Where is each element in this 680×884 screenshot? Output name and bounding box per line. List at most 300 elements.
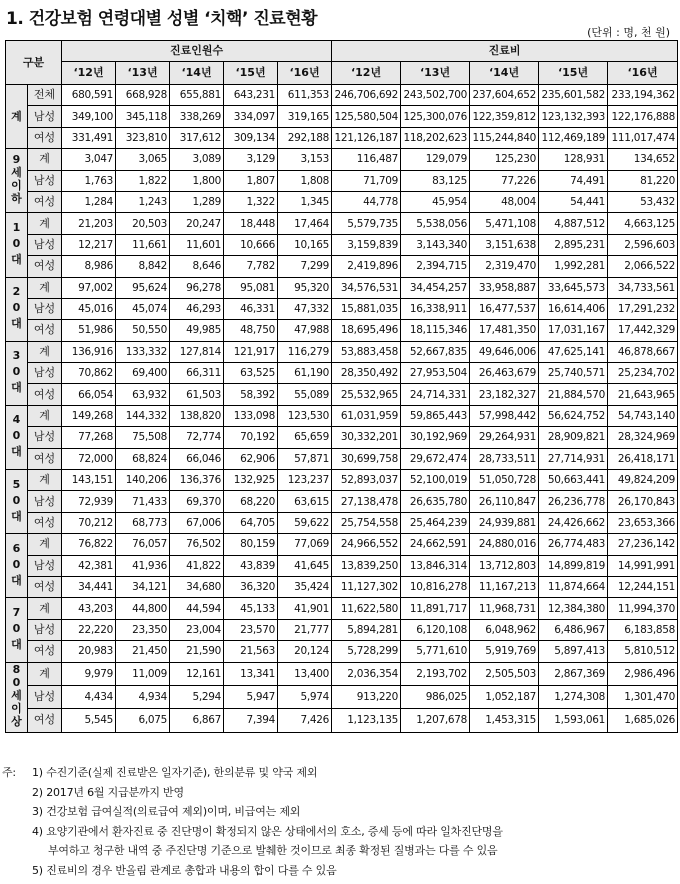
patients-cell: 138,820: [170, 405, 224, 426]
table-row: [6, 619, 678, 640]
sex-label: 남성: [28, 298, 62, 319]
patients-cell: 8,842: [116, 256, 170, 277]
sex-label: 전체: [28, 85, 62, 106]
cost-cell: 11,994,370: [608, 598, 678, 619]
patients-cell: 7,299: [278, 256, 332, 277]
cost-cell: 6,048,962: [470, 619, 539, 640]
patients-cell: 45,016: [62, 298, 116, 319]
sex-label: 남성: [28, 363, 62, 384]
table-row: [6, 234, 678, 255]
age-group-label-text: 50대: [11, 477, 22, 523]
patients-cell: 11,601: [170, 234, 224, 255]
patients-cell: 17,464: [278, 213, 332, 234]
sex-label: 여성: [28, 709, 62, 732]
patients-cell: 292,188: [278, 127, 332, 148]
patients-cell: 323,810: [116, 127, 170, 148]
cost-cell: 1,052,187: [470, 685, 539, 708]
patients-cell: 45,133: [224, 598, 278, 619]
patients-cell: 1,345: [278, 191, 332, 212]
patients-cell: 41,822: [170, 555, 224, 576]
table-row: [6, 106, 678, 127]
patients-cell: 61,190: [278, 363, 332, 384]
patients-cell: 643,231: [224, 85, 278, 106]
cost-cell: 25,532,965: [332, 384, 401, 405]
sex-label: 남성: [28, 170, 62, 191]
patients-cell: 76,057: [116, 534, 170, 555]
table-row: [6, 298, 678, 319]
patients-cell: 76,502: [170, 534, 224, 555]
patients-cell: 95,081: [224, 277, 278, 298]
cost-cell: 5,771,610: [401, 641, 470, 662]
patients-cell: 21,563: [224, 641, 278, 662]
footnote-continuation: 부여하고 청구한 내역 중 주진단명 기준으로 발췌한 것이므로 최종 확정된 질병과는 다를 수 있음: [48, 844, 498, 857]
patients-cell: 75,508: [116, 427, 170, 448]
age-group-label: [6, 213, 28, 277]
cost-cell: 1,992,281: [539, 256, 608, 277]
patients-cell: 21,590: [170, 641, 224, 662]
year-header: ‘15년: [539, 62, 608, 85]
patients-cell: 55,089: [278, 384, 332, 405]
patients-cell: 349,100: [62, 106, 116, 127]
patients-cell: 23,570: [224, 619, 278, 640]
cost-cell: 24,662,591: [401, 534, 470, 555]
table-row: [6, 341, 678, 362]
patients-cell: 133,332: [116, 341, 170, 362]
cost-cell: 14,899,819: [539, 555, 608, 576]
cost-cell: 46,878,667: [608, 341, 678, 362]
table-row: [6, 127, 678, 148]
cost-cell: 17,442,329: [608, 320, 678, 341]
patients-cell: 1,800: [170, 170, 224, 191]
footnote-number: 4): [32, 824, 43, 838]
cost-cell: 125,230: [470, 149, 539, 170]
footnote: [2, 822, 678, 861]
patients-cell: 149,268: [62, 405, 116, 426]
cost-cell: 30,332,201: [332, 427, 401, 448]
cost-cell: 34,576,531: [332, 277, 401, 298]
sex-label: 여성: [28, 641, 62, 662]
cost-cell: 23,182,327: [470, 384, 539, 405]
sex-label: 계: [28, 405, 62, 426]
cost-cell: 47,625,141: [539, 341, 608, 362]
cost-cell: 50,663,441: [539, 470, 608, 491]
cost-cell: 27,138,478: [332, 491, 401, 512]
cost-cell: 11,891,717: [401, 598, 470, 619]
sex-label: 계: [28, 662, 62, 685]
cost-cell: 2,596,603: [608, 234, 678, 255]
patients-cell: 132,925: [224, 470, 278, 491]
cost-cell: 134,652: [608, 149, 678, 170]
patients-cell: 34,121: [116, 576, 170, 597]
patients-cell: 41,901: [278, 598, 332, 619]
patients-cell: 46,331: [224, 298, 278, 319]
cost-cell: 116,487: [332, 149, 401, 170]
cost-cell: 25,464,239: [401, 512, 470, 533]
cost-cell: 24,939,881: [470, 512, 539, 533]
patients-cell: 21,450: [116, 641, 170, 662]
patients-cell: 64,705: [224, 512, 278, 533]
patients-cell: 72,000: [62, 448, 116, 469]
patients-cell: 3,065: [116, 149, 170, 170]
patients-cell: 1,322: [224, 191, 278, 212]
patients-cell: 69,370: [170, 491, 224, 512]
patients-cell: 47,332: [278, 298, 332, 319]
table-row: [6, 427, 678, 448]
patients-cell: 334,097: [224, 106, 278, 127]
age-group-label-text: 60대: [11, 541, 22, 587]
year-header: ‘13년: [116, 62, 170, 85]
patients-cell: 68,773: [116, 512, 170, 533]
patients-cell: 143,151: [62, 470, 116, 491]
patients-cell: 36,320: [224, 576, 278, 597]
footnote-text: 2017년 6월 지급분까지 반영: [46, 785, 184, 799]
table-row: [6, 170, 678, 191]
age-group-label-text: 30대: [11, 349, 22, 395]
cost-cell: 12,244,151: [608, 576, 678, 597]
cost-cell: 2,986,496: [608, 662, 678, 685]
cost-cell: 2,193,702: [401, 662, 470, 685]
cost-cell: 49,646,006: [470, 341, 539, 362]
cost-cell: 27,714,931: [539, 448, 608, 469]
table-row: [6, 662, 678, 685]
sex-label: 여성: [28, 512, 62, 533]
patients-cell: 144,332: [116, 405, 170, 426]
patients-cell: 95,624: [116, 277, 170, 298]
patients-cell: 68,824: [116, 448, 170, 469]
sex-label: 계: [28, 213, 62, 234]
patients-cell: 9,979: [62, 662, 116, 685]
sex-label: 남성: [28, 619, 62, 640]
patients-cell: 50,550: [116, 320, 170, 341]
cost-cell: 2,867,369: [539, 662, 608, 685]
patients-cell: 4,934: [116, 685, 170, 708]
table-row: [6, 256, 678, 277]
sex-label: 남성: [28, 555, 62, 576]
year-header: ‘12년: [332, 62, 401, 85]
age-group-label: [6, 598, 28, 662]
footnote-number: 1): [32, 766, 43, 779]
patients-cell: 5,947: [224, 685, 278, 708]
sex-label: 남성: [28, 234, 62, 255]
patients-cell: 71,433: [116, 491, 170, 512]
age-group-label-text: 20대: [11, 285, 22, 331]
patients-cell: 309,134: [224, 127, 278, 148]
patients-cell: 20,503: [116, 213, 170, 234]
table-row: [6, 470, 678, 491]
patients-cell: 65,659: [278, 427, 332, 448]
patients-cell: 59,622: [278, 512, 332, 533]
cost-cell: 21,884,570: [539, 384, 608, 405]
age-group-label: [6, 405, 28, 469]
cost-cell: 1,274,308: [539, 685, 608, 708]
age-group-label-text: 9세이하: [11, 152, 22, 205]
age-group-label: [6, 534, 28, 598]
patients-cell: 66,054: [62, 384, 116, 405]
cost-cell: 11,127,302: [332, 576, 401, 597]
cost-cell: 2,066,522: [608, 256, 678, 277]
cost-cell: 26,418,171: [608, 448, 678, 469]
patients-cell: 5,294: [170, 685, 224, 708]
patients-cell: 140,206: [116, 470, 170, 491]
cost-cell: 81,220: [608, 170, 678, 191]
patients-cell: 319,165: [278, 106, 332, 127]
cost-cell: 59,865,443: [401, 405, 470, 426]
cost-cell: 28,350,492: [332, 363, 401, 384]
patients-cell: 42,381: [62, 555, 116, 576]
cost-cell: 33,958,887: [470, 277, 539, 298]
patients-cell: 11,661: [116, 234, 170, 255]
sex-label: 계: [28, 534, 62, 555]
year-header: ‘14년: [170, 62, 224, 85]
age-group-label-text: 70대: [11, 605, 22, 651]
cost-cell: 57,998,442: [470, 405, 539, 426]
patients-cell: 1,822: [116, 170, 170, 191]
patients-cell: 63,932: [116, 384, 170, 405]
cost-cell: 26,463,679: [470, 363, 539, 384]
patients-cell: 6,075: [116, 709, 170, 732]
cost-cell: 1,301,470: [608, 685, 678, 708]
patients-cell: 69,400: [116, 363, 170, 384]
patients-cell: 1,289: [170, 191, 224, 212]
cost-cell: 26,110,847: [470, 491, 539, 512]
patients-cell: 133,098: [224, 405, 278, 426]
cost-cell: 56,624,752: [539, 405, 608, 426]
cost-cell: 17,031,167: [539, 320, 608, 341]
patients-cell: 43,203: [62, 598, 116, 619]
cost-cell: 11,167,213: [470, 576, 539, 597]
patients-cell: 66,046: [170, 448, 224, 469]
table-row: [6, 149, 678, 170]
table-row: [6, 512, 678, 533]
patients-cell: 655,881: [170, 85, 224, 106]
cost-cell: 30,192,969: [401, 427, 470, 448]
cost-cell: 122,359,812: [470, 106, 539, 127]
patients-cell: 3,047: [62, 149, 116, 170]
cost-cell: 52,100,019: [401, 470, 470, 491]
patients-cell: 21,203: [62, 213, 116, 234]
cost-cell: 34,733,561: [608, 277, 678, 298]
patients-cell: 77,268: [62, 427, 116, 448]
patients-cell: 58,392: [224, 384, 278, 405]
patients-cell: 3,129: [224, 149, 278, 170]
patients-cell: 41,936: [116, 555, 170, 576]
patients-cell: 95,320: [278, 277, 332, 298]
footnote-number: 3): [32, 805, 43, 818]
cost-cell: 1,453,315: [470, 709, 539, 732]
table-body: [6, 85, 678, 733]
table-row: [6, 576, 678, 597]
cost-cell: 26,774,483: [539, 534, 608, 555]
cost-cell: 13,712,803: [470, 555, 539, 576]
patients-cell: 20,124: [278, 641, 332, 662]
patients-cell: 67,006: [170, 512, 224, 533]
footnote-text: 건강보험 급여실적(의료급여 제외)이며, 비급여는 제외: [46, 805, 301, 818]
patients-cell: 70,192: [224, 427, 278, 448]
cost-cell: 13,839,250: [332, 555, 401, 576]
cost-cell: 1,207,678: [401, 709, 470, 732]
cost-cell: 112,469,189: [539, 127, 608, 148]
cost-cell: 3,159,839: [332, 234, 401, 255]
footnote-text: 요양기관에서 환자진료 중 진단명이 확정되지 않은 상태에서의 호소, 증세 등에 따라 일차진단명을: [46, 824, 503, 838]
cost-cell: 5,538,056: [401, 213, 470, 234]
sex-label: 계: [28, 277, 62, 298]
year-header: ‘15년: [224, 62, 278, 85]
cost-cell: 28,324,969: [608, 427, 678, 448]
cost-cell: 5,579,735: [332, 213, 401, 234]
cost-cell: 11,874,664: [539, 576, 608, 597]
patients-cell: 668,928: [116, 85, 170, 106]
patients-cell: 66,311: [170, 363, 224, 384]
sex-label: 여성: [28, 320, 62, 341]
sex-label: 남성: [28, 106, 62, 127]
patients-cell: 77,069: [278, 534, 332, 555]
cost-cell: 13,846,314: [401, 555, 470, 576]
patients-cell: 12,161: [170, 662, 224, 685]
cost-cell: 10,816,278: [401, 576, 470, 597]
cost-cell: 33,645,573: [539, 277, 608, 298]
cost-cell: 77,226: [470, 170, 539, 191]
cost-cell: 6,486,967: [539, 619, 608, 640]
cost-cell: 27,953,504: [401, 363, 470, 384]
cost-cell: 5,728,299: [332, 641, 401, 662]
patients-cell: 10,165: [278, 234, 332, 255]
patients-cell: 61,503: [170, 384, 224, 405]
cost-cell: 2,394,715: [401, 256, 470, 277]
patients-cell: 1,763: [62, 170, 116, 191]
cost-cell: 83,125: [401, 170, 470, 191]
table-row: [6, 405, 678, 426]
footnotes: [2, 763, 678, 880]
patients-cell: 7,426: [278, 709, 332, 732]
patients-cell: 72,774: [170, 427, 224, 448]
cost-cell: 24,880,016: [470, 534, 539, 555]
cost-cell: 18,115,346: [401, 320, 470, 341]
cost-cell: 21,643,965: [608, 384, 678, 405]
patients-cell: 23,350: [116, 619, 170, 640]
age-group-label: [6, 662, 28, 732]
patients-cell: 13,400: [278, 662, 332, 685]
sex-label: 여성: [28, 448, 62, 469]
patients-cell: 338,269: [170, 106, 224, 127]
cost-cell: 111,017,474: [608, 127, 678, 148]
patients-cell: 21,777: [278, 619, 332, 640]
patients-cell: 63,525: [224, 363, 278, 384]
table-row: [6, 320, 678, 341]
cost-group-header: 진료비: [332, 41, 678, 62]
cost-cell: 53,432: [608, 191, 678, 212]
age-group-label: [6, 341, 28, 405]
cost-cell: 1,123,135: [332, 709, 401, 732]
patients-cell: 62,906: [224, 448, 278, 469]
footnote-text: 수진기준(실제 진료받은 일자기준), 한의분류 및 약국 제외: [46, 766, 318, 779]
cost-cell: 123,132,393: [539, 106, 608, 127]
cost-cell: 235,601,582: [539, 85, 608, 106]
cost-cell: 115,244,840: [470, 127, 539, 148]
cost-cell: 5,471,108: [470, 213, 539, 234]
patients-cell: 46,293: [170, 298, 224, 319]
patients-cell: 80,159: [224, 534, 278, 555]
cost-cell: 1,593,061: [539, 709, 608, 732]
patients-cell: 5,545: [62, 709, 116, 732]
patients-cell: 5,974: [278, 685, 332, 708]
cost-cell: 3,151,638: [470, 234, 539, 255]
patients-cell: 317,612: [170, 127, 224, 148]
cost-cell: 24,714,331: [401, 384, 470, 405]
cost-cell: 52,893,037: [332, 470, 401, 491]
cost-cell: 16,477,537: [470, 298, 539, 319]
table-row: [6, 191, 678, 212]
patients-cell: 1,807: [224, 170, 278, 191]
sex-label: 계: [28, 598, 62, 619]
footnote: [2, 861, 678, 881]
year-header: ‘16년: [278, 62, 332, 85]
cost-cell: 34,454,257: [401, 277, 470, 298]
cost-cell: 5,919,769: [470, 641, 539, 662]
table-row: [6, 277, 678, 298]
age-group-label-text: 10대: [11, 220, 22, 266]
sex-label: 여성: [28, 256, 62, 277]
patients-cell: 63,615: [278, 491, 332, 512]
cost-cell: 25,234,702: [608, 363, 678, 384]
patients-cell: 7,394: [224, 709, 278, 732]
cost-cell: 125,580,504: [332, 106, 401, 127]
patients-cell: 345,118: [116, 106, 170, 127]
age-group-label: [6, 149, 28, 213]
sex-label: 계: [28, 470, 62, 491]
cost-cell: 125,300,076: [401, 106, 470, 127]
patients-cell: 10,666: [224, 234, 278, 255]
cost-cell: 28,733,511: [470, 448, 539, 469]
table-row: [6, 448, 678, 469]
age-group-label-text: 80세이상: [11, 662, 22, 728]
patients-cell: 7,782: [224, 256, 278, 277]
patients-cell: 51,986: [62, 320, 116, 341]
cost-cell: 128,931: [539, 149, 608, 170]
patients-cell: 96,278: [170, 277, 224, 298]
patients-cell: 136,916: [62, 341, 116, 362]
cost-cell: 26,635,780: [401, 491, 470, 512]
patients-cell: 57,871: [278, 448, 332, 469]
patients-cell: 11,009: [116, 662, 170, 685]
cost-cell: 1,685,026: [608, 709, 678, 732]
patients-cell: 123,530: [278, 405, 332, 426]
patients-cell: 121,917: [224, 341, 278, 362]
patients-cell: 22,220: [62, 619, 116, 640]
patients-cell: 23,004: [170, 619, 224, 640]
cost-cell: 23,653,366: [608, 512, 678, 533]
table-row: [6, 641, 678, 662]
cost-cell: 29,672,474: [401, 448, 470, 469]
cost-cell: 5,897,413: [539, 641, 608, 662]
patients-cell: 45,074: [116, 298, 170, 319]
cost-cell: 26,236,778: [539, 491, 608, 512]
cost-cell: 27,236,142: [608, 534, 678, 555]
unit-label: (단위 : 명, 천 원): [587, 26, 670, 39]
cost-cell: 6,183,858: [608, 619, 678, 640]
statistics-table: [5, 40, 678, 733]
patients-cell: 48,750: [224, 320, 278, 341]
cost-cell: 45,954: [401, 191, 470, 212]
patients-cell: 1,243: [116, 191, 170, 212]
cost-cell: 29,264,931: [470, 427, 539, 448]
patients-group-header: 진료인원수: [62, 41, 332, 62]
footnote: [2, 783, 678, 803]
age-group-label-text: 40대: [11, 413, 22, 459]
cost-cell: 25,740,571: [539, 363, 608, 384]
patients-cell: 35,424: [278, 576, 332, 597]
cost-cell: 2,419,896: [332, 256, 401, 277]
footnote-number: 2): [32, 785, 43, 799]
